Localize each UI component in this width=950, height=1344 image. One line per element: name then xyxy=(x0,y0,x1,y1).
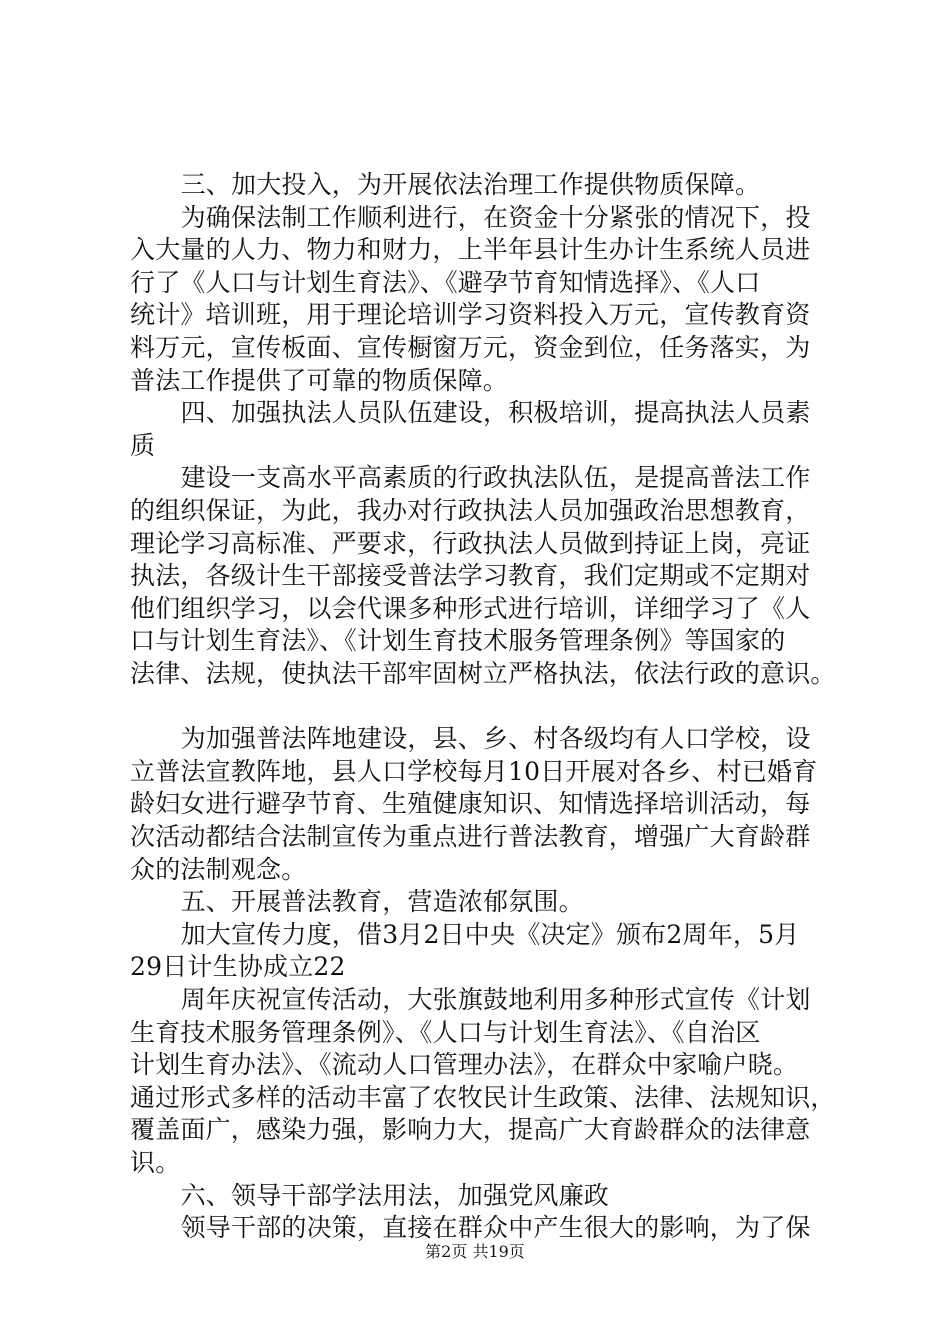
text-line: 五、开展普法教育，营造浓郁氛围。 xyxy=(180,887,584,917)
text-line: 法律、法规，使执法干部牢固树立严格执法，依法行政的意识。 xyxy=(130,659,836,688)
text-line: 识。 xyxy=(130,1148,181,1177)
text-line: 次活动都结合法制宣传为重点进行普法教育，增强广大育龄群 xyxy=(130,822,811,851)
text-line: 四、加强执法人员队伍建设，积极培训，提高执法人员素 xyxy=(180,398,811,428)
text-line: 计划生育办法》、《流动人口管理办法》，在群众中家喻户晓。 xyxy=(130,1050,799,1080)
text-line: 执法，各级计生干部接受普法学习教育，我们定期或不定期对 xyxy=(130,561,811,591)
text-line: 众的法制观念。 xyxy=(130,854,307,884)
text-line: 立普法宣教阵地，县人口学校每月10日开展对各乡、村已婚育 xyxy=(130,756,818,786)
page-footer: 第2页 共19页 xyxy=(425,1242,525,1261)
text-line: 领导干部的决策，直接在群众中产生很大的影响，为了保 xyxy=(180,1213,811,1243)
text-line: 覆盖面广，感染力强，影响力大，提高广大育龄群众的法律意 xyxy=(130,1115,811,1145)
text-line: 统计》培训班，用于理论培训学习资料投入万元，宣传教育资 xyxy=(130,300,811,330)
text-line: 的组织保证，为此，我办对行政执法人员加强政治思想教育， xyxy=(130,496,811,525)
text-line: 龄妇女进行避孕节育、生殖健康知识、知情选择培训活动，每 xyxy=(130,789,811,819)
text-line: 周年庆祝宣传活动，大张旗鼓地利用多种形式宣传《计划 xyxy=(180,985,811,1014)
text-line: 为确保法制工作顺利进行，在资金十分紧张的情况下，投 xyxy=(180,202,811,232)
text-line: 29日计生协成立22 xyxy=(130,952,346,982)
text-line: 料万元，宣传板面、宣传橱窗万元，资金到位，任务落实，为 xyxy=(130,333,811,362)
text-line: 生育技术服务管理条例》、《人口与计划生育法》、《自治区 xyxy=(130,1017,761,1047)
text-line: 加大宣传力度，借3月2日中央《决定》颁布2周年，5月 xyxy=(180,919,800,949)
text-line: 质 xyxy=(130,430,156,460)
text-line: 口与计划生育法》、《计划生育技术服务管理条例》等国家的 xyxy=(130,626,786,656)
text-line: 行了《人口与计划生育法》、《避孕节育知情选择》、《人口 xyxy=(130,267,761,297)
text-line: 通过形式多样的活动丰富了农牧民计生政策、法律、法规知识， xyxy=(130,1082,836,1112)
text-line: 六、领导干部学法用法，加强党风廉政 xyxy=(180,1180,609,1210)
text-line: 建设一支高水平高素质的行政执法队伍，是提高普法工作 xyxy=(180,463,811,493)
text-line: 他们组织学习，以会代课多种形式进行培训，详细学习了《人 xyxy=(130,593,811,623)
text-line: 三、加大投入，为开展依法治理工作提供物质保障。 xyxy=(180,170,761,199)
text-line: 普法工作提供了可靠的物质保障。 xyxy=(130,365,509,395)
text-line: 理论学习高标准、严要求，行政执法人员做到持证上岗，亮证 xyxy=(130,528,811,558)
text-line: 为加强普法阵地建设，县、乡、村各级均有人口学校，设 xyxy=(180,724,811,754)
text-line: 入大量的人力、物力和财力，上半年县计生办计生系统人员进 xyxy=(130,235,811,265)
